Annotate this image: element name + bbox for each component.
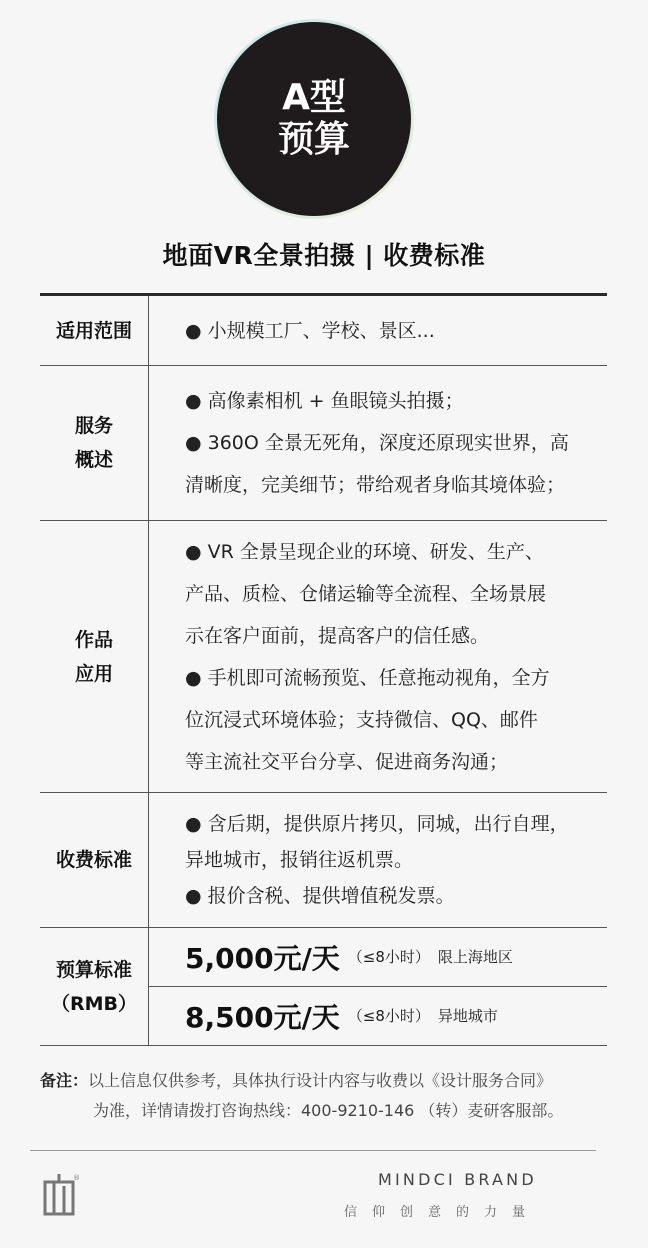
- remarks-line-2: 为准，详情请拨打咨询热线：400-9210-146 （转）麦研客服部。: [93, 1101, 564, 1120]
- table-row-budget: [40, 928, 607, 1046]
- price-duration-note: （≤8小时）: [347, 1007, 430, 1026]
- list-item: 异地城市，报销往返机票。: [185, 849, 414, 871]
- badge-subtitle: 预算: [277, 119, 350, 160]
- list-item: ● 高像素相机 + 鱼眼镜头拍摄；: [185, 390, 464, 412]
- price-line-shanghai: [149, 928, 607, 986]
- remarks-text: 以上信息仅供参考，具体执行设计内容与收费以《设计服务合同》: [88, 1071, 553, 1090]
- table-row-service: [40, 366, 607, 521]
- row-label-text: 预算标准: [55, 958, 132, 981]
- row-label-scope: [40, 296, 149, 365]
- row-label-service: [40, 366, 149, 520]
- remarks: [40, 1066, 620, 1126]
- row-label-charges: [40, 793, 149, 927]
- table-row-application: [40, 521, 607, 793]
- registered-mark: ®: [73, 1174, 80, 1182]
- row-label-text: 概述: [74, 449, 113, 471]
- list-item: 产品、质检、仓储运输等全流程、全场景展: [185, 582, 547, 605]
- list-item: ● 手机即可流畅预览、任意拖动视角，全方: [185, 666, 550, 689]
- pricing-table: [40, 293, 607, 1046]
- budget-type-badge: [214, 19, 414, 219]
- row-label-budget: [40, 928, 149, 1045]
- list-item: ● 360O 全景无死角，深度还原现实世界，高: [185, 432, 569, 454]
- row-content-scope: [149, 296, 607, 365]
- table-row-scope: [40, 296, 607, 366]
- price-line-other-city: [149, 986, 607, 1046]
- price-list: [149, 928, 607, 1045]
- row-content-application: [149, 521, 607, 792]
- brand-name: MINDCI BRAND: [378, 1170, 537, 1189]
- list-item: 清晰度，完美细节；带给观者身临其境体验；: [185, 474, 566, 496]
- price-duration-note: （≤8小时）: [347, 948, 430, 967]
- list-item: ● 含后期，提供原片拷贝，同城，出行自理，: [185, 813, 569, 835]
- page-title: 地面VR全景拍摄 | 收费标准: [162, 241, 486, 270]
- list-item: ● 报价含税、提供增值税发票。: [185, 885, 455, 907]
- badge-circle: [217, 22, 411, 216]
- row-content-service: [149, 366, 607, 520]
- row-label-text: 应用: [74, 662, 113, 685]
- list-item: 位沉浸式环境体验；支持微信、QQ、邮件: [185, 708, 538, 731]
- row-label-text: （RMB）: [50, 992, 138, 1015]
- list-item: 示在客户面前，提高客户的信任感。: [185, 624, 490, 647]
- brand-slogan: 信仰创意的力量: [344, 1205, 541, 1220]
- footer-divider: [30, 1150, 596, 1151]
- row-label-application: [40, 521, 149, 792]
- row-label-text: 适用范围: [55, 319, 132, 342]
- remarks-label: 备注：: [40, 1071, 89, 1090]
- price-value: 8,500元/天: [185, 1000, 340, 1034]
- mindci-logo-icon: [42, 1172, 78, 1216]
- price-value: 5,000元/天: [185, 941, 340, 975]
- row-content-charges: [149, 793, 607, 927]
- list-item: 等主流社交平台分享、促进商务沟通；: [185, 750, 509, 773]
- list-item: ● VR 全景呈现企业的环境、研发、生产、: [185, 540, 544, 563]
- price-location: 异地城市: [437, 1007, 498, 1026]
- price-location: 限上海地区: [437, 948, 513, 967]
- table-row-charges: [40, 793, 607, 928]
- remarks-line-1: [40, 1066, 620, 1096]
- list-item: ● 小规模工厂、学校、景区...: [185, 319, 435, 342]
- row-label-text: 服务: [74, 415, 113, 437]
- row-label-text: 作品: [74, 628, 113, 651]
- row-label-text: 收费标准: [55, 849, 132, 871]
- badge-type: A型: [282, 77, 346, 118]
